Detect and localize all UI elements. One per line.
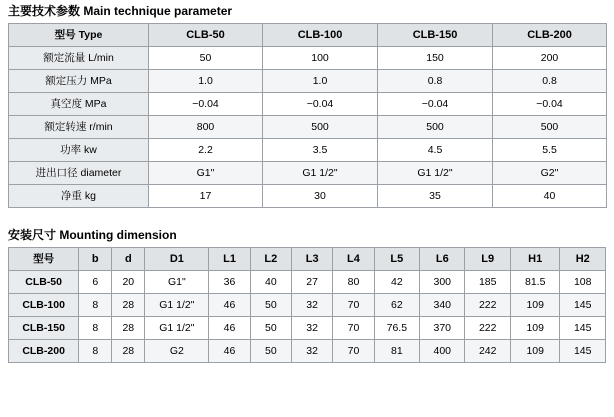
table-cell: −0.04 xyxy=(263,93,378,116)
table-cell: 42 xyxy=(374,271,419,294)
table-cell: 300 xyxy=(420,271,465,294)
table-cell: 145 xyxy=(560,294,606,317)
table-cell: −0.04 xyxy=(378,93,493,116)
table-row xyxy=(9,271,606,294)
table-cell: 30 xyxy=(263,185,378,208)
table-header-row xyxy=(9,24,607,47)
table-cell: 500 xyxy=(378,116,493,139)
mounting-dimension-title: 安装尺寸 Mounting dimension xyxy=(8,228,177,242)
row-label: 额定转速 r/min xyxy=(9,116,149,139)
table-cell: 81.5 xyxy=(510,271,560,294)
column-header: H1 xyxy=(510,248,560,271)
table-cell: 2.2 xyxy=(149,139,263,162)
column-header: L4 xyxy=(333,248,374,271)
table-cell: G1 1/2" xyxy=(378,162,493,185)
column-header: CLB-100 xyxy=(263,24,378,47)
table-cell: 222 xyxy=(465,317,510,340)
row-label: 额定压力 MPa xyxy=(9,70,149,93)
table-cell: 36 xyxy=(209,271,250,294)
table-cell: 8 xyxy=(79,317,112,340)
table-cell: 40 xyxy=(250,271,291,294)
table-cell: −0.04 xyxy=(149,93,263,116)
table-cell: −0.04 xyxy=(493,93,607,116)
table-cell: 28 xyxy=(112,340,145,363)
column-header: D1 xyxy=(145,248,209,271)
table-cell: 185 xyxy=(465,271,510,294)
table-cell: 6 xyxy=(79,271,112,294)
table-cell: 0.8 xyxy=(378,70,493,93)
table-cell: 17 xyxy=(149,185,263,208)
table-header-row xyxy=(9,248,606,271)
table-cell: 5.5 xyxy=(493,139,607,162)
table-cell: 109 xyxy=(510,340,560,363)
table-cell: 8 xyxy=(79,294,112,317)
table-cell: 40 xyxy=(493,185,607,208)
table-cell: 0.8 xyxy=(493,70,607,93)
table-cell: 62 xyxy=(374,294,419,317)
column-header: 型号 xyxy=(9,248,79,271)
table-cell: 46 xyxy=(209,317,250,340)
table-cell: 800 xyxy=(149,116,263,139)
table-cell: G2" xyxy=(493,162,607,185)
table-cell: 50 xyxy=(250,317,291,340)
table-cell: 20 xyxy=(112,271,145,294)
column-header: L9 xyxy=(465,248,510,271)
table-cell: 500 xyxy=(263,116,378,139)
table-cell: 70 xyxy=(333,340,374,363)
table-cell: G1 1/2" xyxy=(263,162,378,185)
table-cell: 370 xyxy=(420,317,465,340)
column-header: CLB-50 xyxy=(149,24,263,47)
table-cell: 50 xyxy=(250,340,291,363)
main-technique-parameter-table xyxy=(8,23,607,208)
row-label: 额定流量 L/min xyxy=(9,47,149,70)
table-cell: 27 xyxy=(291,271,332,294)
table-row xyxy=(9,47,607,70)
row-label: CLB-100 xyxy=(9,294,79,317)
column-header: L3 xyxy=(291,248,332,271)
main-parameter-title: 主要技术参数 Main technique parameter xyxy=(8,4,233,18)
table-cell: 500 xyxy=(493,116,607,139)
table-cell: 46 xyxy=(209,340,250,363)
table-row xyxy=(9,340,606,363)
column-header: L5 xyxy=(374,248,419,271)
table-row xyxy=(9,93,607,116)
table-cell: 109 xyxy=(510,317,560,340)
table-cell: 28 xyxy=(112,317,145,340)
table-row xyxy=(9,185,607,208)
table-cell: 46 xyxy=(209,294,250,317)
table-cell: 80 xyxy=(333,271,374,294)
column-header: H2 xyxy=(560,248,606,271)
table-cell: 108 xyxy=(560,271,606,294)
document-page xyxy=(0,2,614,417)
column-header: d xyxy=(112,248,145,271)
row-label: 真空度 MPa xyxy=(9,93,149,116)
table-cell: G1 1/2" xyxy=(145,294,209,317)
table-cell: 222 xyxy=(465,294,510,317)
table-row xyxy=(9,70,607,93)
table-row xyxy=(9,162,607,185)
table-cell: 1.0 xyxy=(263,70,378,93)
table-row xyxy=(9,294,606,317)
column-header: L1 xyxy=(209,248,250,271)
table-cell: 81 xyxy=(374,340,419,363)
table-cell: 8 xyxy=(79,340,112,363)
table-cell: G1 1/2" xyxy=(145,317,209,340)
table-cell: 4.5 xyxy=(378,139,493,162)
mounting-dimension-table xyxy=(8,247,606,363)
row-label: 进出口径 diameter xyxy=(9,162,149,185)
table-cell: 150 xyxy=(378,47,493,70)
table-cell: 242 xyxy=(465,340,510,363)
table-cell: 3.5 xyxy=(263,139,378,162)
table-cell: 28 xyxy=(112,294,145,317)
table-cell: 70 xyxy=(333,294,374,317)
row-label: CLB-50 xyxy=(9,271,79,294)
table-row xyxy=(9,116,607,139)
row-label: 净重 kg xyxy=(9,185,149,208)
table-cell: 340 xyxy=(420,294,465,317)
table-cell: 109 xyxy=(510,294,560,317)
column-header: 型号 Type xyxy=(9,24,149,47)
table-cell: 32 xyxy=(291,294,332,317)
table-cell: G1" xyxy=(145,271,209,294)
column-header: CLB-200 xyxy=(493,24,607,47)
table-cell: 32 xyxy=(291,340,332,363)
table-cell: 76.5 xyxy=(374,317,419,340)
table-cell: 50 xyxy=(250,294,291,317)
column-header: b xyxy=(79,248,112,271)
table-cell: 200 xyxy=(493,47,607,70)
table-cell: 70 xyxy=(333,317,374,340)
table-cell: 145 xyxy=(560,340,606,363)
table-cell: 145 xyxy=(560,317,606,340)
column-header: L6 xyxy=(420,248,465,271)
section-spacer xyxy=(0,208,614,224)
table-cell: 100 xyxy=(263,47,378,70)
table-cell: 400 xyxy=(420,340,465,363)
table-cell: 35 xyxy=(378,185,493,208)
table-cell: 50 xyxy=(149,47,263,70)
table-cell: 32 xyxy=(291,317,332,340)
row-label: 功率 kw xyxy=(9,139,149,162)
row-label: CLB-150 xyxy=(9,317,79,340)
table-cell: G1" xyxy=(149,162,263,185)
row-label: CLB-200 xyxy=(9,340,79,363)
table-row xyxy=(9,139,607,162)
table-row xyxy=(9,317,606,340)
table-cell: G2 xyxy=(145,340,209,363)
table-cell: 1.0 xyxy=(149,70,263,93)
column-header: L2 xyxy=(250,248,291,271)
column-header: CLB-150 xyxy=(378,24,493,47)
